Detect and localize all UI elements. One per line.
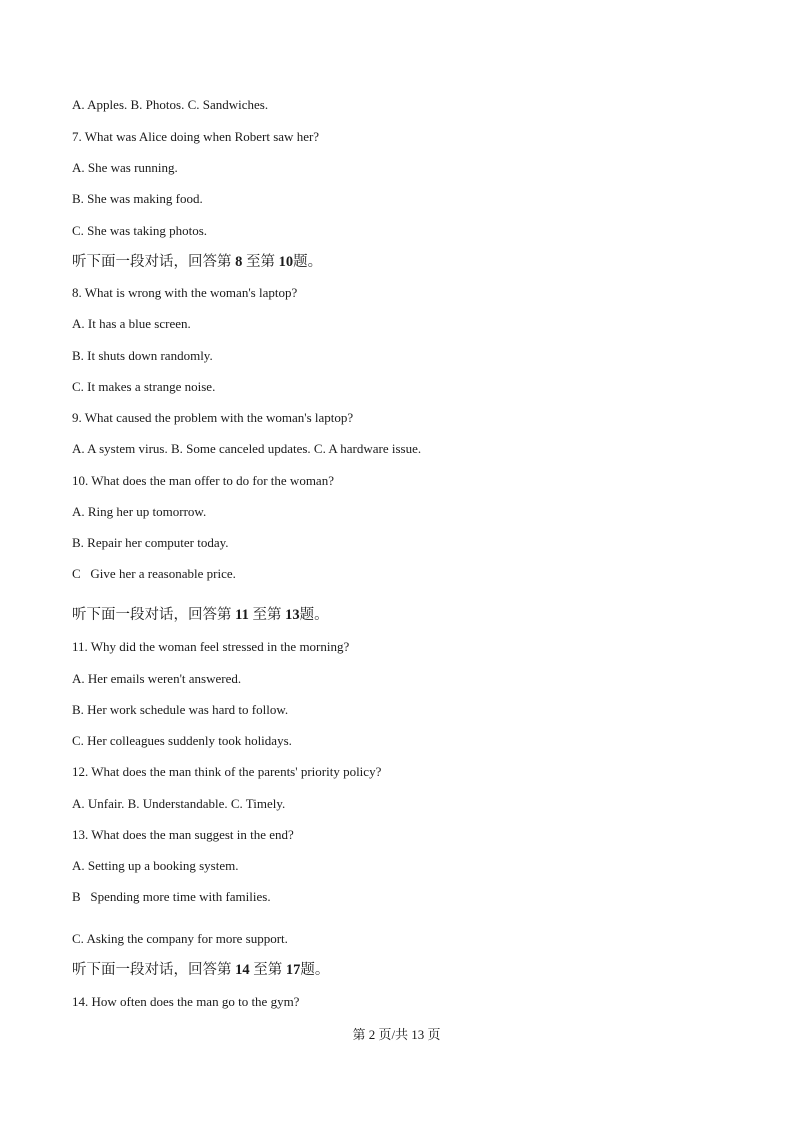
option-line: A. Unfair. B. Understandable. C. Timely. [72, 796, 286, 811]
option-line: C. It makes a strange noise. [72, 379, 216, 394]
option-line: C Give her a reasonable price. [72, 566, 236, 581]
option-line: B. Repair her computer today. [72, 535, 229, 550]
question-line: 10. What does the man offer to do for the woman? [72, 473, 334, 488]
option-line: B. Her work schedule was hard to follow. [72, 702, 289, 717]
question-line: 7. What was Alice doing when Robert saw her? [72, 129, 320, 144]
option-line: B Spending more time with families. [72, 889, 271, 904]
question-line: 9. What caused the problem with the woman's laptop? [72, 410, 354, 425]
option-line: A. Apples. B. Photos. C. Sandwiches. [72, 97, 269, 112]
section-heading: 听下面一段对话，回答第 14 至第 17题。 [72, 962, 330, 978]
question-line: 13. What does the man suggest in the end? [72, 827, 294, 842]
option-line: A. She was running. [72, 160, 178, 175]
question-line: 11. Why did the woman feel stressed in the morning? [72, 639, 350, 654]
question-line: 8. What is wrong with the woman's laptop? [72, 285, 298, 300]
option-line: A. A system virus. B. Some canceled updates. C. A hardware issue. [72, 441, 422, 456]
option-line: C. Asking the company for more support. [72, 931, 288, 946]
option-line: B. She was making food. [72, 191, 203, 206]
option-line: C. She was taking photos. [72, 223, 208, 238]
question-line: 12. What does the man think of the parents' priority policy? [72, 764, 382, 779]
option-line: B. It shuts down randomly. [72, 348, 213, 363]
option-line: C. Her colleagues suddenly took holidays. [72, 733, 292, 748]
section-heading: 听下面一段对话，回答第 11 至第 13题。 [72, 607, 329, 623]
page-footer: 第 2 页/共 13 页 [352, 1027, 441, 1042]
option-line: A. Ring her up tomorrow. [72, 504, 207, 519]
question-line: 14. How often does the man go to the gym? [72, 994, 300, 1009]
option-line: A. Setting up a booking system. [72, 858, 239, 873]
section-heading: 听下面一段对话，回答第 8 至第 10题。 [72, 254, 323, 270]
option-line: A. It has a blue screen. [72, 316, 191, 331]
option-line: A. Her emails weren't answered. [72, 671, 242, 686]
